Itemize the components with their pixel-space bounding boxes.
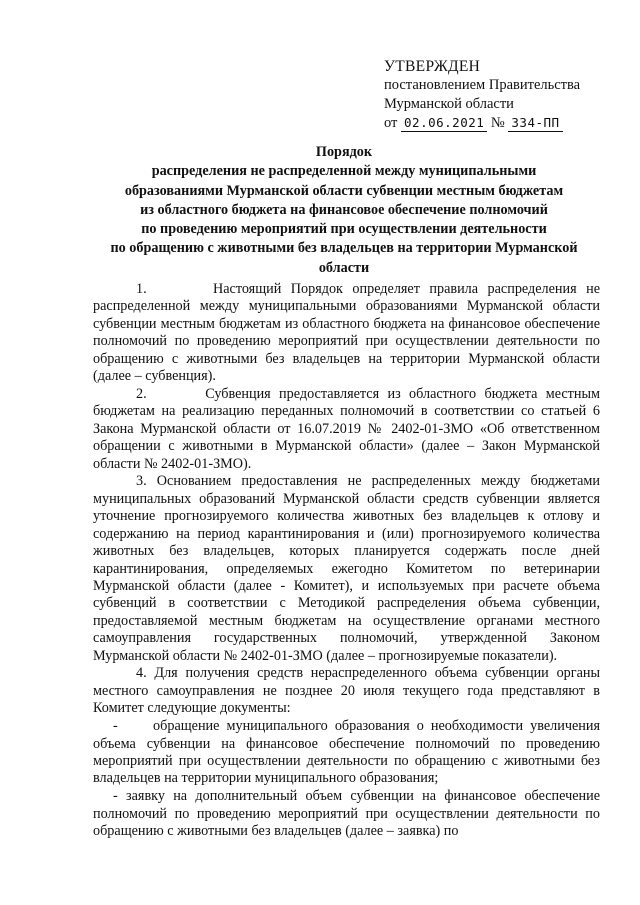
title-line-5: по проведению мероприятий при осуществлении деятельности <box>141 221 547 238</box>
approval-stamp <box>384 57 614 133</box>
paragraph-3: 3. Основанием предоставления не распределенных между бюджетами муниципальных образований Мурманской области средств субвенции является уточнение прогнозируемого количества животных без владельцев к отлову и содержанию на период карантинирования и (или) прогнозируемого количества животных без владельцев, которых планируется содержать после дней карантинирования, определяемых ежегодно Комитетом по ветеринарии Мурманской области (далее - Комитет), и используемых при расчете объема субвенций в соответствии с Методикой распределения объема субвенции, предоставляемой местным бюджетам на осуществление органами местного самоуправления государственных полномочий, утвержденной Законом Мурманской области № 2402-01-ЗМО (далее – прогнозируемые показатели). <box>93 473 600 664</box>
title-line-1: Порядок <box>315 144 373 160</box>
title-line-6: по обращению с животными без владельцев на территории Мурманской <box>110 240 578 257</box>
approval-line-1: постановлением Правительства <box>384 77 581 93</box>
approval-line-2: Мурманской области <box>384 96 514 112</box>
title-line-2: распределения не распределенной между муниципальными <box>151 163 537 180</box>
paragraph-1: 1. Настоящий Порядок определяет правила распределения не распределенной между муниципальными образованиями Мурманской области субвенции местным бюджетам из областного бюджета на финансовое обеспечение полномочий по проведению мероприятий при осуществлении деятельности по обращению с животными без владельцев на территории Мурманской области (далее – субвенция). <box>93 281 600 385</box>
title-line-7: области <box>318 259 370 276</box>
approval-date-line <box>384 114 614 133</box>
paragraph-4: 4. Для получения средств нераспределенного объема субвенции органы местного самоуправления не позднее 20 июля текущего года представляют в Комитет следующие документы: <box>93 665 600 717</box>
approval-number: 334-ПП <box>508 115 562 132</box>
approval-heading: УТВЕРЖДЕН <box>384 58 481 75</box>
document-title <box>84 143 604 278</box>
approval-date: 02.06.2021 <box>401 115 487 132</box>
date-prefix: от <box>384 115 398 131</box>
title-line-3: образованиями Мурманской области субвенции местным бюджетам <box>124 182 564 199</box>
paragraph-2: 2. Субвенция предоставляется из областного бюджета местным бюджетам на реализацию переданных полномочий в соответствии со статьей 6 Закона Мурманской области от 16.07.2019 № 2402-01-ЗМО «Об ответственном обращении с животными в Мурманской области» (далее – Закон Мурманской области № 2402-01-ЗМО). <box>93 385 600 472</box>
number-sign: № <box>490 115 505 131</box>
title-line-4: из областного бюджета на финансовое обеспечение полномочий <box>140 201 548 218</box>
paragraph-6: - заявку на дополнительный объем субвенции на финансовое обеспечение полномочий по проведению мероприятий при осуществлении деятельности по обращению с животными без владельцев (далее – заявка) по <box>93 788 600 840</box>
document-body <box>93 281 600 841</box>
paragraph-5: - обращение муниципального образования о необходимости увеличения объема субвенции на финансовое обеспечение полномочий по проведению мероприятий при осуществлении деятельности по обращению с животными без владельцев на территории муниципального образования; <box>93 718 600 787</box>
